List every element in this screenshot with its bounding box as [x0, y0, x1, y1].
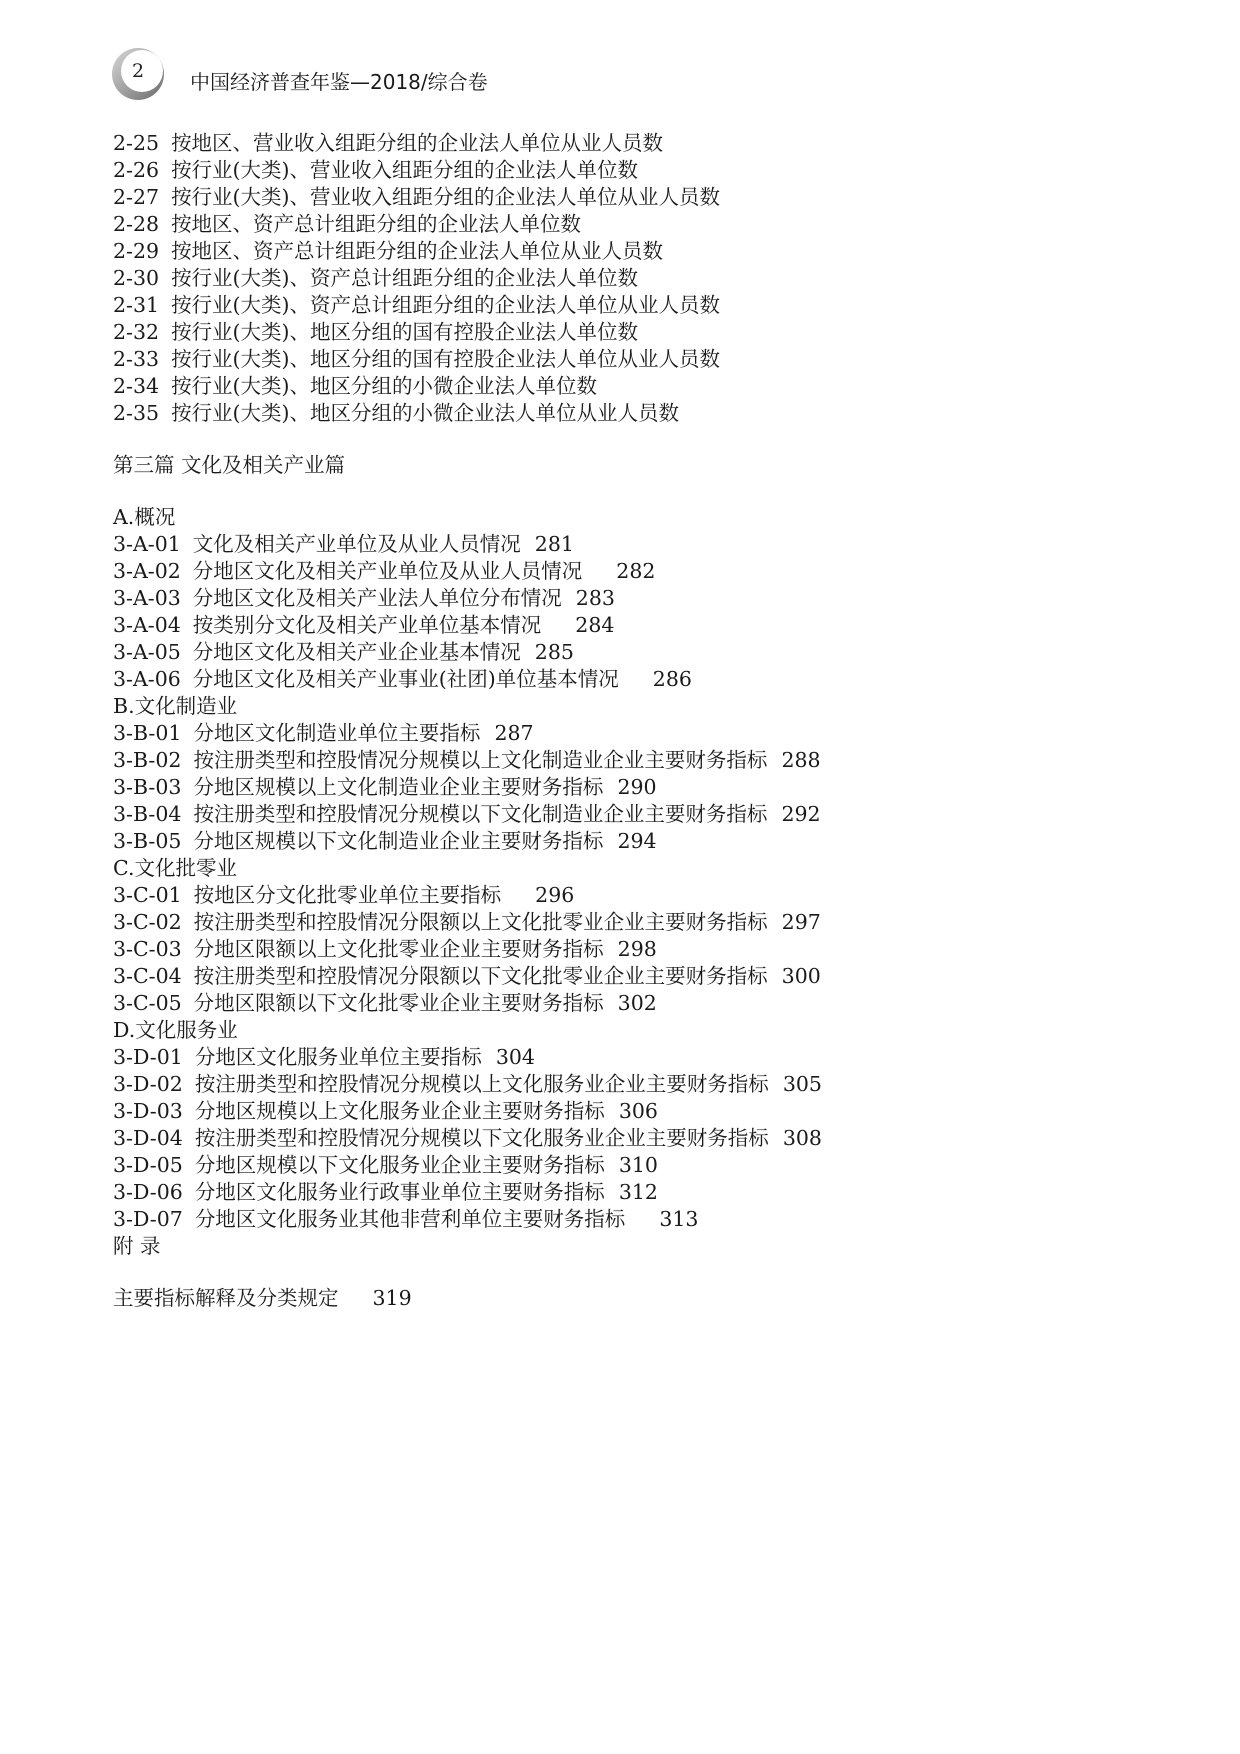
- appendix-heading: 附 录: [113, 1234, 161, 1258]
- section-heading: B.文化制造业: [113, 694, 238, 718]
- toc-entry-page: 292: [781, 802, 821, 826]
- toc-entry-code: 3-B-01: [113, 721, 182, 745]
- toc-entry: [113, 585, 1113, 612]
- page-number: 2: [131, 60, 145, 82]
- toc-entry-title: 分地区文化制造业单位主要指标: [193, 721, 481, 745]
- part3-heading: 第三篇 文化及相关产业篇: [113, 453, 346, 477]
- toc-entry: [113, 211, 1113, 238]
- toc-entry: [113, 1125, 1113, 1152]
- part3-sections: [113, 504, 1113, 1233]
- toc-entry-page: 296: [535, 883, 575, 907]
- page-number-badge: [112, 46, 168, 102]
- toc-entry: [113, 346, 1113, 373]
- toc-entry: [113, 1152, 1113, 1179]
- section-heading: C.文化批零业: [113, 856, 237, 880]
- toc-entry-code: 3-A-02: [113, 559, 181, 583]
- toc-entry-code: 3-D-01: [113, 1045, 183, 1069]
- toc-entry: [113, 828, 1113, 855]
- toc-entry-code: 3-C-02: [113, 910, 182, 934]
- toc-entry: [113, 747, 1113, 774]
- toc-entry-title: 按注册类型和控股情况分规模以上文化服务业企业主要财务指标: [194, 1072, 769, 1096]
- toc-entry-code: 2-28: [113, 212, 160, 236]
- toc-entry-code: 3-D-07: [113, 1207, 183, 1231]
- toc-entry-page: 297: [781, 910, 821, 934]
- toc-entry: [113, 130, 1113, 157]
- toc-entry: [113, 373, 1113, 400]
- toc-entry-title: 按注册类型和控股情况分规模以上文化制造业企业主要财务指标: [193, 748, 768, 772]
- toc-entry-code: 2-26: [113, 158, 160, 182]
- page-header: [112, 46, 1012, 106]
- section-heading: D.文化服务业: [113, 1018, 238, 1042]
- toc-entry: [113, 292, 1113, 319]
- toc-entry: [113, 1071, 1113, 1098]
- toc-entry-title: 按地区、营业收入组距分组的企业法人单位从业人员数: [171, 131, 664, 155]
- toc-entry-code: 3-C-05: [113, 991, 182, 1015]
- toc-entry-title: 按地区、资产总计组距分组的企业法人单位从业人员数: [171, 239, 664, 263]
- toc-entry: [113, 1179, 1113, 1206]
- toc-entry-title: 按注册类型和控股情况分限额以上文化批零业企业主要财务指标: [193, 910, 768, 934]
- toc-entry-title: 按类别分文化及相关产业单位基本情况: [192, 613, 542, 637]
- toc-entry: [113, 774, 1113, 801]
- book-title: 中国经济普查年鉴—2018/综合卷: [190, 70, 488, 94]
- toc-entry-code: 3-B-02: [113, 748, 182, 772]
- toc-entry-page: 282: [616, 559, 656, 583]
- toc-entry-page: 302: [617, 991, 657, 1015]
- toc-entry-title: 分地区规模以下文化服务业企业主要财务指标: [194, 1153, 605, 1177]
- toc-entry-code: 2-33: [113, 347, 160, 371]
- toc-entry: [113, 720, 1113, 747]
- toc-entry-code: 3-C-04: [113, 964, 182, 988]
- toc-entry: [113, 265, 1113, 292]
- toc-entry: [113, 990, 1113, 1017]
- toc-entry-title: 按行业(大类)、地区分组的小微企业法人单位数: [171, 374, 598, 398]
- toc-entry: [113, 639, 1113, 666]
- toc-entry-title: 分地区文化服务业其他非营利单位主要财务指标: [194, 1207, 626, 1231]
- toc-entry-page: 286: [652, 667, 692, 691]
- toc-entry-title: 文化及相关产业单位及从业人员情况: [192, 532, 521, 556]
- section-heading: A.概况: [113, 505, 176, 529]
- toc-entry-title: 分地区文化服务业单位主要指标: [194, 1045, 482, 1069]
- toc-entry-title: 按行业(大类)、营业收入组距分组的企业法人单位数: [171, 158, 639, 182]
- toc-entry-page: 298: [617, 937, 657, 961]
- toc-entry: [113, 319, 1113, 346]
- toc-entry-title: 分地区规模以上文化制造业企业主要财务指标: [193, 775, 604, 799]
- toc-entry-page: 305: [782, 1072, 822, 1096]
- toc-entry-code: 2-31: [113, 293, 160, 317]
- toc-entry-title: 分地区规模以上文化服务业企业主要财务指标: [194, 1099, 605, 1123]
- toc-entry: [113, 801, 1113, 828]
- toc-entry: [113, 238, 1113, 265]
- toc-entry-title: 按注册类型和控股情况分规模以下文化服务业企业主要财务指标: [194, 1126, 769, 1150]
- toc-entry: [113, 558, 1113, 585]
- toc-entry: [113, 531, 1113, 558]
- toc-entry-code: 3-B-03: [113, 775, 182, 799]
- toc-entry-code: 3-D-03: [113, 1099, 183, 1123]
- toc-entry-title: 按行业(大类)、资产总计组距分组的企业法人单位数: [171, 266, 639, 290]
- toc-entry-title: 主要指标解释及分类规定: [113, 1286, 339, 1310]
- toc-entry-title: 按注册类型和控股情况分限额以下文化批零业企业主要财务指标: [193, 964, 768, 988]
- toc-entry-page: 287: [494, 721, 534, 745]
- toc-entry: [113, 882, 1113, 909]
- toc-entry-code: 3-A-01: [113, 532, 181, 556]
- toc-entry-code: 3-A-06: [113, 667, 181, 691]
- toc-entry-title: 分地区规模以下文化制造业企业主要财务指标: [193, 829, 604, 853]
- toc-entry-code: 3-A-05: [113, 640, 181, 664]
- toc-entry-page: 294: [617, 829, 657, 853]
- toc-entry-code: 2-30: [113, 266, 160, 290]
- toc-entry-page: 281: [534, 532, 574, 556]
- part2-list: [113, 130, 1113, 427]
- toc-entry-title: 分地区文化及相关产业法人单位分布情况: [192, 586, 562, 610]
- toc-entry-code: 3-C-01: [113, 883, 182, 907]
- appendix-list: [113, 1285, 1113, 1312]
- toc-entry: [113, 936, 1113, 963]
- toc-entry-page: 300: [781, 964, 821, 988]
- table-of-contents: [113, 130, 1113, 1312]
- toc-entry-code: 3-A-03: [113, 586, 181, 610]
- toc-entry: [113, 909, 1113, 936]
- toc-entry-page: 306: [618, 1099, 658, 1123]
- toc-entry-title: 分地区文化服务业行政事业单位主要财务指标: [194, 1180, 605, 1204]
- toc-entry-code: 2-29: [113, 239, 160, 263]
- toc-entry-code: 2-34: [113, 374, 160, 398]
- toc-entry: [113, 612, 1113, 639]
- toc-entry-code: 3-D-02: [113, 1072, 183, 1096]
- toc-entry-title: 按行业(大类)、营业收入组距分组的企业法人单位从业人员数: [171, 185, 721, 209]
- toc-entry-code: 2-27: [113, 185, 160, 209]
- toc-entry-code: 3-D-04: [113, 1126, 183, 1150]
- toc-entry-title: 分地区文化及相关产业单位及从业人员情况: [192, 559, 583, 583]
- toc-entry-title: 按注册类型和控股情况分规模以下文化制造业企业主要财务指标: [193, 802, 768, 826]
- toc-entry-page: 285: [534, 640, 574, 664]
- toc-entry-code: 3-A-04: [113, 613, 181, 637]
- toc-entry: [113, 157, 1113, 184]
- toc-entry: [113, 1098, 1113, 1125]
- toc-entry-page: 304: [495, 1045, 535, 1069]
- toc-entry-code: 3-B-05: [113, 829, 182, 853]
- toc-entry-code: 3-C-03: [113, 937, 182, 961]
- toc-entry-code: 2-35: [113, 401, 160, 425]
- toc-entry-page: 313: [659, 1207, 699, 1231]
- toc-entry-code: 3-D-06: [113, 1180, 183, 1204]
- toc-entry-page: 284: [575, 613, 615, 637]
- toc-entry-code: 2-32: [113, 320, 160, 344]
- toc-entry-code: 3-D-05: [113, 1153, 183, 1177]
- toc-entry-title: 分地区文化及相关产业企业基本情况: [192, 640, 521, 664]
- toc-entry-page: 283: [575, 586, 615, 610]
- toc-entry-page: 312: [618, 1180, 658, 1204]
- toc-entry: [113, 666, 1113, 693]
- toc-entry-page: 288: [781, 748, 821, 772]
- toc-entry-title: 分地区限额以下文化批零业企业主要财务指标: [193, 991, 604, 1015]
- toc-entry: [113, 963, 1113, 990]
- toc-entry-title: 按地区分文化批零业单位主要指标: [193, 883, 502, 907]
- toc-entry-page: 310: [618, 1153, 658, 1177]
- toc-entry: [113, 400, 1113, 427]
- toc-entry-page: 290: [617, 775, 657, 799]
- toc-entry-title: 分地区限额以上文化批零业企业主要财务指标: [193, 937, 604, 961]
- toc-entry-title: 按行业(大类)、地区分组的小微企业法人单位从业人员数: [171, 401, 680, 425]
- toc-entry: [113, 1206, 1113, 1233]
- toc-entry-title: 按行业(大类)、地区分组的国有控股企业法人单位从业人员数: [171, 347, 721, 371]
- toc-entry-title: 按行业(大类)、地区分组的国有控股企业法人单位数: [171, 320, 639, 344]
- toc-entry: [113, 1285, 1113, 1312]
- toc-entry: [113, 1044, 1113, 1071]
- toc-entry-title: 分地区文化及相关产业事业(社团)单位基本情况: [192, 667, 619, 691]
- toc-entry-title: 按行业(大类)、资产总计组距分组的企业法人单位从业人员数: [171, 293, 721, 317]
- toc-entry-page: 308: [782, 1126, 822, 1150]
- toc-entry-code: 2-25: [113, 131, 160, 155]
- toc-entry-code: 3-B-04: [113, 802, 182, 826]
- toc-entry-page: 319: [372, 1286, 412, 1310]
- toc-entry-title: 按地区、资产总计组距分组的企业法人单位数: [171, 212, 582, 236]
- toc-entry: [113, 184, 1113, 211]
